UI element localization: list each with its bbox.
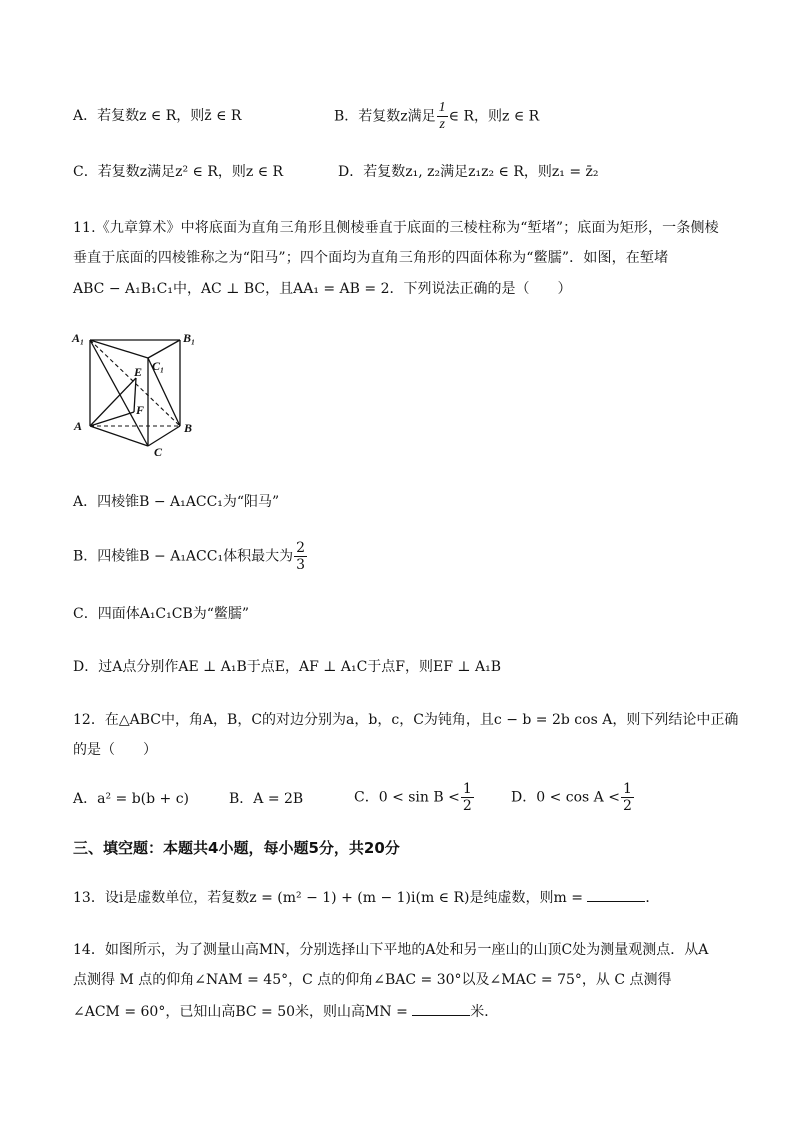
q12-stem-line-2: 的是（ ） (73, 742, 157, 758)
q12-stem-line-1: 12．在△ABC中，角A，B，C的对边分别为a，b，c，C为钝角，且c − b = 2b cos A，则下列结论中正确 (73, 712, 739, 728)
fraction-denominator: 3 (296, 557, 305, 573)
fraction-numerator: 1 (622, 781, 632, 797)
q11-stem-line-1: 11.《九章算术》中将底面为直角三角形且侧棱垂直于底面的三棱柱称为“堑堵”；底面为矩形，一条侧棱 (73, 220, 719, 236)
q12-option-c-fraction (461, 781, 474, 814)
prism-figure (70, 328, 210, 458)
q12-option-c (354, 781, 475, 814)
q12-option-c-prefix: C．0 < sin B < (354, 789, 460, 806)
fraction-denominator: 2 (622, 798, 632, 814)
q10-option-b-prefix: B．若复数z满足 (334, 108, 436, 125)
q12-option-d (511, 781, 635, 814)
q13-text: 13．设i是虚数单位，若复数z = (m² − 1) + (m − 1)i(m ∈ R)是纯虚数，则m = (73, 890, 583, 906)
q11-option-b-prefix: B．四棱锥B − A₁ACC₁体积最大为 (73, 548, 294, 565)
q14-stem-line-2: 点测得 M 点的仰角∠NAM = 45°，C 点的仰角∠BAC = 30°以及∠MAC = 75°，从 C 点测得 (73, 972, 672, 988)
q13-answer-blank[interactable] (587, 887, 645, 902)
q10-option-c: C．若复数z满足z² ∈ R，则z ∈ R (73, 164, 284, 180)
q10-option-b-fraction (437, 100, 448, 133)
fraction-numerator: 1 (462, 781, 472, 797)
q12-option-b: B．A = 2B (229, 791, 304, 807)
label-e: E (134, 365, 143, 379)
q14-stem-line-1: 14．如图所示，为了测量山高MN，分别选择山下平地的A处和另一座山的山顶C处为测量观测点．从A (73, 942, 709, 958)
q14-unit: 米． (470, 1004, 499, 1020)
q12-option-d-prefix: D．0 < cos A < (511, 789, 620, 806)
q14-stem-line-3 (73, 1001, 498, 1022)
label-f: F (136, 403, 145, 417)
label-a: A (74, 419, 83, 433)
fraction-numerator: 2 (296, 540, 305, 556)
q13-stem (73, 887, 659, 908)
q11-stem-line-3: ABC − A₁B₁C₁中，AC ⊥ BC，且AA₁ = AB = 2．下列说法正确的是（ ） (73, 281, 572, 297)
q11-option-d: D．过A点分别作AE ⊥ A₁B于点E，AF ⊥ A₁C于点F，则EF ⊥ A₁B (73, 659, 502, 675)
q12-option-a: A．a² = b(b + c) (73, 791, 190, 807)
fraction-denominator: z (439, 117, 445, 132)
q10-option-b (334, 100, 539, 133)
q14-answer-blank[interactable] (412, 1001, 470, 1016)
q11-option-c: C．四面体A₁C₁CB为“鳖臑” (73, 606, 250, 622)
label-c1: C₁ (152, 359, 165, 373)
q12-option-d-fraction (621, 781, 634, 814)
q11-option-b-fraction (294, 540, 307, 573)
fraction-denominator: 2 (462, 798, 472, 814)
label-b1: B₁ (183, 331, 196, 345)
section-heading: 三、填空题：本题共4小题，每小题5分，共20分 (73, 839, 400, 857)
q11-option-a: A．四棱锥B − A₁ACC₁为“阳马” (73, 494, 280, 510)
fraction-numerator: 1 (438, 100, 446, 115)
q10-option-d: D．若复数z₁, z₂满足z₁z₂ ∈ R，则z₁ = z̄₂ (338, 164, 599, 180)
q10-option-b-suffix: ∈ R，则z ∈ R (448, 108, 540, 125)
q11-option-b (73, 540, 308, 573)
label-c: C (154, 445, 163, 458)
q14-text: ∠ACM = 60°，已知山高BC = 50米，则山高MN = (73, 1004, 408, 1020)
q13-end: ． (645, 890, 660, 906)
q11-stem-line-2: 垂直于底面的四棱锥称之为“阳马”；四个面均为直角三角形的四面体称为“鳖臑”．如图，在堑堵 (73, 250, 669, 266)
label-b: B (184, 421, 193, 435)
q10-option-a: A．若复数z ∈ R，则z̄ ∈ R (73, 108, 242, 124)
label-a1: A₁ (72, 331, 85, 345)
